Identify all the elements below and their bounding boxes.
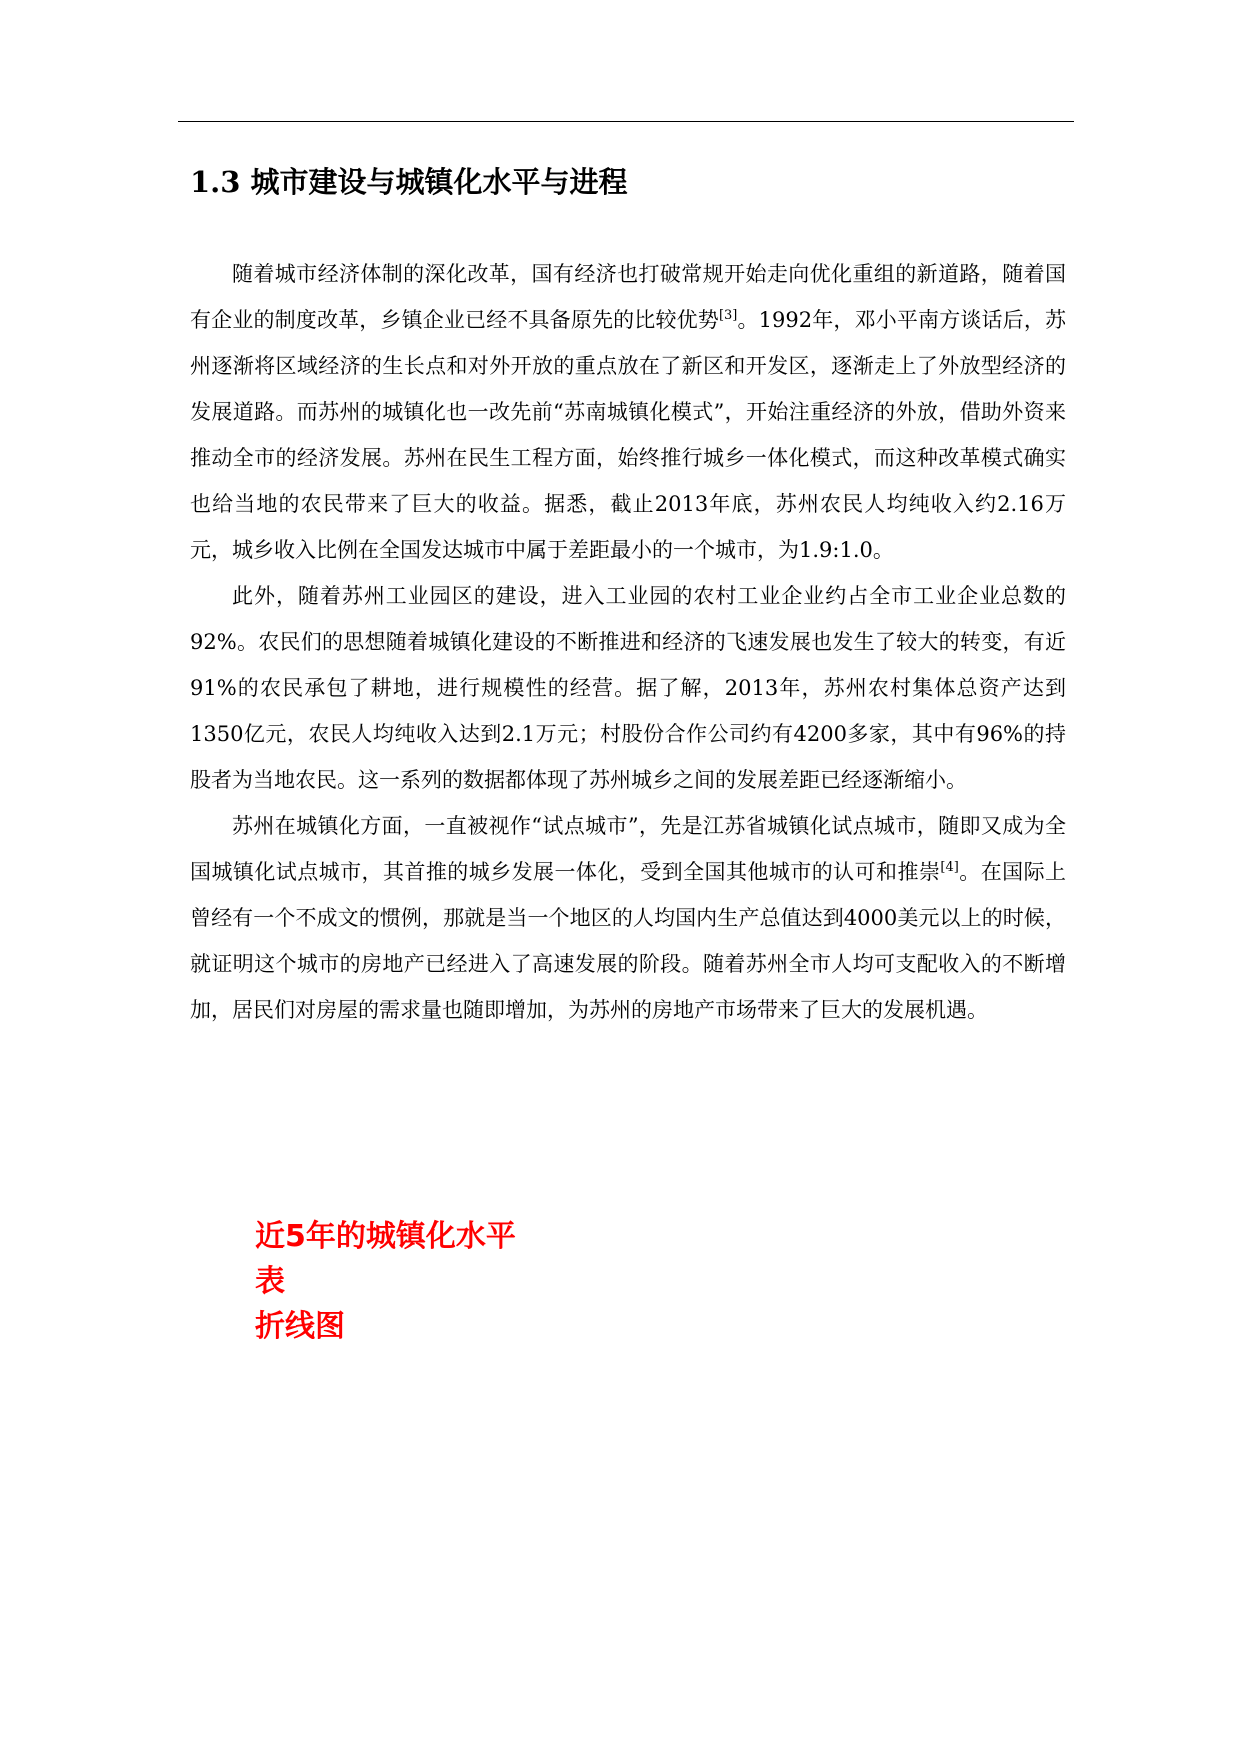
editor-note <box>255 1214 516 1349</box>
note-line: 表 <box>255 1264 285 1299</box>
note-line: 折线图 <box>255 1309 345 1344</box>
paragraph-text: 。1992年，邓小平南方谈话后，苏州逐渐将区域经济的生长点和对外开放的重点放在了新区和开发区，逐渐走上了外放型经济的发展道路。而苏州的城镇化也一改先前“苏南城镇化模式”，开始注重经济的外放，借助外资来推动全市的经济发展。苏州在民生工程方面，始终推行城乡一体化模式，而这种改革模式确实也给当地的农民带来了巨大的收益。据悉，截止2013年底，苏州农民人均纯收入约2.16万元，城乡收入比例在全国发达城市中属于差距最小的一个城市，为1.9:1.0。 <box>190 308 1067 562</box>
paragraph-text: 随着城市经济体制的深化改革，国有经济也打破常规开始走向优化重组的新道路，随着国有企业的制度改革，乡镇企业已经不具备原先的比较优势 <box>190 262 1066 332</box>
body-text <box>190 251 1066 1033</box>
section-heading: 1.3 城市建设与城镇化水平与进程 <box>190 165 628 199</box>
citation-ref: [4] <box>940 860 959 875</box>
paragraph-text: 此外，随着苏州工业园区的建设，进入工业园的农村工业企业约占全市工业企业总数的92%。农民们的思想随着城镇化建设的不断推进和经济的飞速发展也发生了较大的转变，有近91%的农民承包了耕地，进行规模性的经营。据了解，2013年，苏州农村集体总资产达到1350亿元，农民人均纯收入达到2.1万元；村股份合作公司约有4200多家，其中有96%的持股者为当地农民。这一系列的数据都体现了苏州城乡之间的发展差距已经逐渐缩小。 <box>190 584 1066 792</box>
paragraph-1 <box>190 251 1066 573</box>
citation-ref: [3] <box>718 308 738 323</box>
paragraph-text: 苏州在城镇化方面，一直被视作“试点城市”，先是江苏省城镇化试点城市，随即又成为全国城镇化试点城市，其首推的城乡发展一体化，受到全国其他城市的认可和推崇 <box>190 814 1066 884</box>
paragraph-3 <box>190 803 1066 1033</box>
note-line: 近5年的城镇化水平 <box>255 1219 516 1254</box>
paragraph-2 <box>190 573 1066 803</box>
paragraph-text: 。在国际上曾经有一个不成文的惯例，那就是当一个地区的人均国内生产总值达到4000美元以上的时候，就证明这个城市的房地产已经进入了高速发展的阶段。随着苏州全市人均可支配收入的不断增加，居民们对房屋的需求量也随即增加，为苏州的房地产市场带来了巨大的发展机遇。 <box>190 860 1067 1022</box>
header-rule <box>178 121 1074 122</box>
